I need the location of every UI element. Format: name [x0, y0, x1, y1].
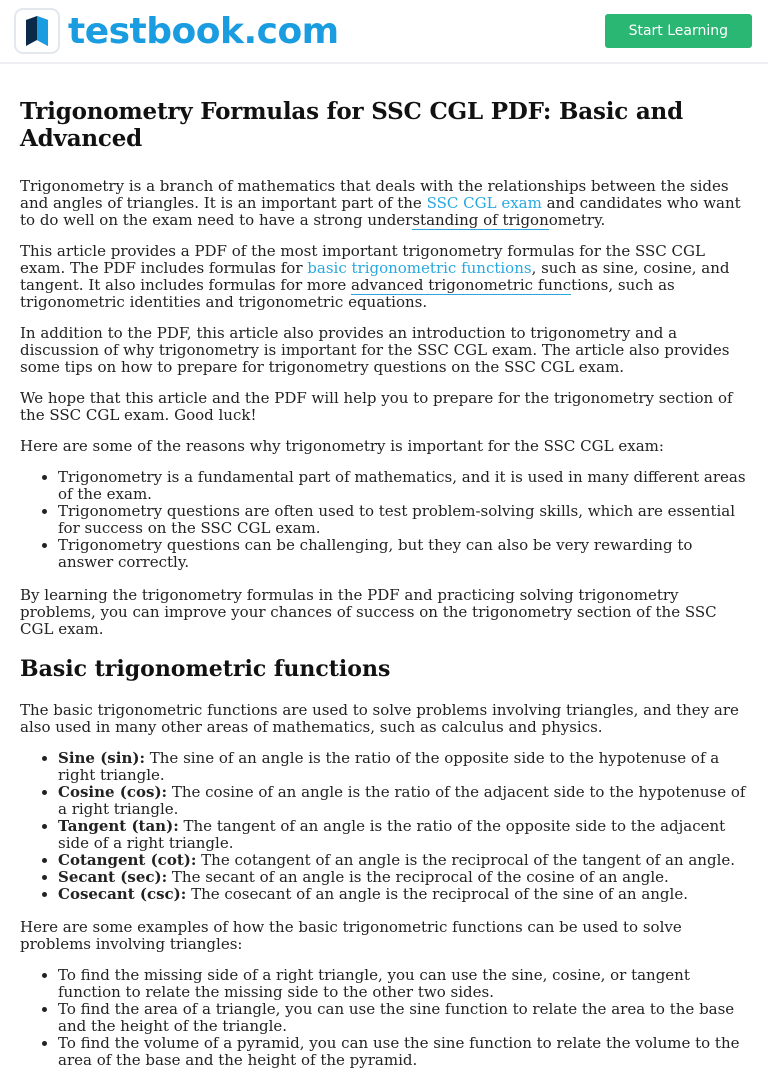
list-item: • To find the volume of a pyramid, you can use the sine function to relate the volume to the area of the base and the height of the pyramid. [58, 1035, 748, 1069]
text-segment: ometry. [548, 211, 606, 229]
text-segment: tions, such as trigonometric identities and trigonometric equations. [20, 276, 675, 311]
text-segment: This article provides a PDF of the most important trigonometry formulas for the SSC CGL exam. The PDF includes formulas for [20, 242, 705, 277]
functions-list [20, 750, 748, 903]
basic-trig-functions-link[interactable]: basic trigonometric functions [307, 259, 532, 277]
function-desc: The cosecant of an angle is the reciprocal of the sine of an angle. [186, 885, 688, 903]
function-term: Secant (sec): [58, 868, 168, 886]
advanced-trig-functions-link[interactable]: advanced trigonometric func [351, 276, 572, 294]
list-item [58, 750, 748, 784]
list-item: • Trigonometry questions can be challenging, but they can also be very rewarding to answer correctly. [58, 537, 748, 571]
understanding-link[interactable]: standing of trigon [412, 211, 549, 229]
list-item [58, 784, 748, 818]
examples-list [20, 967, 748, 1069]
list-item [58, 869, 748, 886]
list-item: • Trigonometry is a fundamental part of mathematics, and it is used in many different areas of the exam. [58, 469, 748, 503]
reasons-intro: Here are some of the reasons why trigonometry is important for the SSC CGL exam: [20, 437, 664, 455]
list-item [58, 818, 748, 852]
site-header [0, 0, 768, 64]
function-desc: The sine of an angle is the ratio of the opposite side to the hypotenuse of a right triangle. [58, 749, 720, 784]
function-term: Sine (sin): [58, 749, 145, 767]
examples-intro: Here are some examples of how the basic trigonometric functions can be used to solve problems involving triangles: [20, 918, 682, 953]
list-item [58, 886, 748, 903]
brand-name: testbook.com [68, 10, 339, 52]
function-term: Cosine (cos): [58, 783, 168, 801]
function-desc: The cotangent of an angle is the reciprocal of the tangent of an angle. [196, 851, 736, 869]
function-desc: The cosine of an angle is the ratio of the adjacent side to the hypotenuse of a right triangle. [58, 783, 746, 818]
pdf-paragraph [20, 243, 748, 311]
functions-intro: The basic trigonometric functions are used to solve problems involving triangles, and they are also used in many other areas of mathematics, such as calculus and physics. [20, 701, 739, 736]
list-item: • To find the area of a triangle, you can use the sine function to relate the area to the base and the height of the triangle. [58, 1001, 748, 1035]
ssc-cgl-exam-link[interactable]: SSC CGL exam [426, 194, 542, 212]
function-desc: The tangent of an angle is the ratio of the opposite side to the adjacent side of a right triangle. [58, 817, 726, 852]
reasons-list [20, 469, 748, 571]
text-segment: , such as sine, cosine, and tangent. It also includes formulas for more [20, 259, 730, 294]
function-term: Tangent (tan): [58, 817, 179, 835]
start-learning-button[interactable]: Start Learning [605, 14, 752, 48]
article [0, 64, 768, 1069]
list-item: • Trigonometry questions are often used to test problem-solving skills, which are essential for success on the SSC CGL exam. [58, 503, 748, 537]
list-item: • To find the missing side of a right triangle, you can use the sine, cosine, or tangent function to relate the missing side to the other two sides. [58, 967, 748, 1001]
intro-paragraph [20, 178, 748, 229]
function-desc: The secant of an angle is the reciprocal of the cosine of an angle. [167, 868, 669, 886]
function-term: Cotangent (cot): [58, 851, 197, 869]
function-term: Cosecant (csc): [58, 885, 187, 903]
learning-paragraph: By learning the trigonometry formulas in the PDF and practicing solving trigonometry problems, you can improve your chances of success on the trigonometry section of the SSC CGL exam. [20, 586, 717, 638]
section-heading: Basic trigonometric functions [20, 656, 391, 682]
text-segment: and candidates who want to do well on the exam need to have a strong under [20, 194, 741, 229]
testbook-logo-icon [14, 8, 60, 54]
addition-paragraph: In addition to the PDF, this article also provides an introduction to trigonometry and a discussion of why trigonometry is important for the SSC CGL exam. The article also provides some tips on how to prepare for trigonometry questions on the SSC CGL exam. [20, 324, 730, 376]
list-item [58, 852, 748, 869]
article-title: Trigonometry Formulas for SSC CGL PDF: Basic and Advanced [20, 98, 683, 152]
text-segment: Trigonometry is a branch of mathematics that deals with the relationships between the sides and angles of triangles. It is an important part of the [20, 177, 729, 212]
brand-logo[interactable] [14, 8, 339, 54]
hope-paragraph: We hope that this article and the PDF will help you to prepare for the trigonometry section of the SSC CGL exam. Good luck! [20, 389, 733, 424]
